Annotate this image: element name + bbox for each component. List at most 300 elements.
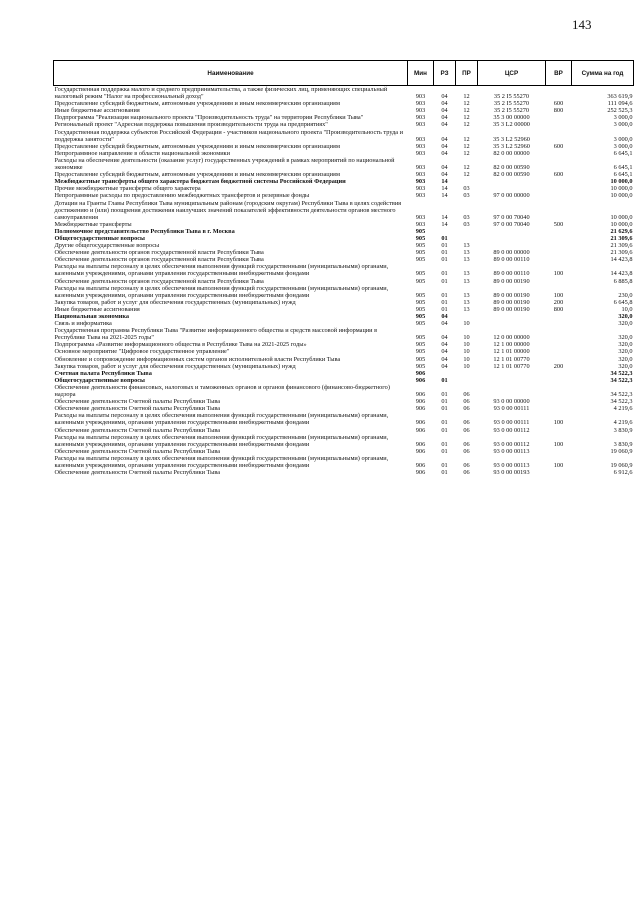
table-row: [54, 150, 634, 157]
table-row: [54, 356, 634, 363]
cell-csr: [478, 384, 546, 398]
cell-min: 906: [415, 369, 426, 377]
cell-name: Обеспечение деятельности Счетной палаты Республики Тыва: [54, 469, 221, 477]
cell-min: 905: [415, 256, 426, 264]
cell-name: Непрограммные расходы по предоставлению межбюджетных трансфертов и резервные фонды: [54, 192, 310, 200]
cell-sum: 230,0: [618, 291, 633, 299]
cell-sum: 3 000,0: [613, 135, 633, 143]
cell-name: Предоставление субсидий бюджетным, автономным учреждениям и иным некоммерческим организациям: [54, 171, 340, 179]
cell-name: Межбюджетные трансферты общего характера бюджетам бюджетной системы Российской Федерации: [54, 178, 346, 186]
cell-sum: 320,0: [618, 334, 633, 342]
cell-pr: 12: [463, 142, 470, 150]
cell-rz: 04: [441, 135, 448, 143]
table-row: [54, 278, 634, 285]
cell-name: Обеспечение деятельности Счетной палаты Республики Тыва: [54, 426, 221, 434]
cell-name: Предоставление субсидий бюджетным, автономным учреждениям и иным некоммерческим организациям: [54, 142, 340, 150]
cell-csr: 82 0 00 00590: [493, 164, 530, 172]
cell-name: Расходы на выплаты персоналу в целях обеспечения выполнения функций государственными (муниципальными) органами, казенными учреждениями, органами управления государственными внебюджетными фондами: [54, 284, 389, 299]
cell-rz: [434, 228, 456, 235]
cell-rz: 04: [441, 107, 448, 115]
table-row: [54, 455, 634, 469]
cell-min: 906: [415, 469, 426, 477]
cell-vr: [546, 405, 572, 412]
cell-min: 906: [415, 461, 426, 469]
cell-rz: 04: [441, 114, 448, 122]
cell-min: 906: [415, 419, 426, 427]
table-row: [54, 249, 634, 256]
cell-csr: 93 0 00 00113: [493, 447, 530, 455]
cell-pr: 03: [463, 192, 470, 200]
cell-name: Государственная поддержка субъектов Российской Федерации - участников национального проекта "Производительность труда и поддержка занятости": [54, 128, 404, 143]
cell-sum: 10 000,0: [610, 213, 633, 221]
cell-pr: 06: [463, 469, 470, 477]
cell-sum: 34 522,3: [610, 369, 633, 377]
cell-min: 905: [415, 291, 426, 299]
cell-sum: 14 423,8: [610, 256, 633, 264]
cell-vr: [546, 313, 572, 320]
cell-vr: [546, 448, 572, 455]
cell-rz: 01: [441, 469, 448, 477]
cell-vr: [546, 256, 572, 263]
cell-pr: 12: [463, 171, 470, 179]
cell-name: Общегосударственные вопросы: [54, 376, 145, 384]
cell-vr: [546, 327, 572, 341]
cell-min: 903: [415, 100, 426, 108]
cell-name: Обеспечение деятельности Счетной палаты Республики Тыва: [54, 398, 221, 406]
cell-rz: 04: [441, 320, 448, 328]
table-row: [54, 171, 634, 178]
cell-vr: [546, 469, 572, 476]
cell-name: Предоставление субсидий бюджетным, автономным учреждениям и иным некоммерческим организациям: [54, 100, 340, 108]
cell-pr: 12: [463, 114, 470, 122]
cell-vr: [546, 278, 572, 285]
cell-min: 905: [415, 234, 426, 242]
cell-pr: 13: [463, 305, 470, 313]
cell-csr: 35 3 L2 00000: [493, 121, 530, 129]
cell-sum: 34 522,3: [610, 391, 633, 399]
cell-rz: 01: [441, 405, 448, 413]
cell-vr: 200: [553, 362, 564, 370]
cell-name: Дотации на Гранты Главы Республики Тыва муниципальным районам (городским округам) Республики Тыва в целях содействия достижению и (или) поощрения достижения наилучших значений показателей эффективности деятельности органов местного самоуправления: [54, 199, 402, 221]
cell-pr: 10: [463, 334, 470, 342]
cell-sum: 19 060,9: [610, 447, 633, 455]
cell-name: Государственная программа Республики Тыва "Развитие информационного общества и средств массовой информации в Республике Тыва на 2021-2025 годы": [54, 327, 378, 342]
cell-csr: [478, 313, 546, 320]
table-row: [54, 114, 634, 121]
table-row: [54, 427, 634, 434]
cell-rz: 04: [441, 149, 448, 157]
table-row: [54, 448, 634, 455]
cell-csr: 93 0 00 00193: [493, 469, 530, 477]
cell-vr: 100: [553, 461, 564, 469]
cell-min: 905: [415, 348, 426, 356]
cell-csr: 35 2 I5 55270: [493, 93, 530, 101]
cell-csr: [478, 242, 546, 249]
cell-min: 906: [415, 376, 426, 384]
table-row: [54, 320, 634, 327]
cell-rz: 04: [441, 341, 448, 349]
header-min: Мин: [408, 61, 434, 86]
cell-rz: 01: [441, 419, 448, 427]
cell-min: 903: [415, 185, 426, 193]
header-rz: РЗ: [434, 61, 456, 86]
table-row: [54, 348, 634, 355]
cell-csr: 12 1 01 00770: [493, 362, 530, 370]
cell-min: 905: [415, 277, 426, 285]
cell-pr: 06: [463, 447, 470, 455]
cell-csr: 93 0 00 00113: [493, 461, 530, 469]
cell-csr: 82 0 00 00590: [493, 171, 530, 179]
cell-pr: 03: [463, 213, 470, 221]
cell-vr: [546, 341, 572, 348]
table-row: [54, 263, 634, 277]
cell-rz: [434, 370, 456, 377]
cell-vr: 600: [553, 142, 564, 150]
cell-csr: 89 0 00 00190: [493, 298, 530, 306]
cell-sum: 10 000,0: [610, 185, 633, 193]
cell-sum: 21 309,6: [610, 234, 633, 242]
cell-rz: 04: [441, 164, 448, 172]
cell-rz: 04: [441, 355, 448, 363]
cell-sum: 6 885,8: [613, 277, 633, 285]
cell-rz: 01: [441, 391, 448, 399]
cell-vr: [546, 356, 572, 363]
header-name: Наименование: [54, 61, 408, 86]
cell-pr: [456, 228, 478, 235]
cell-rz: 14: [441, 185, 448, 193]
cell-pr: [456, 235, 478, 242]
cell-pr: 13: [463, 277, 470, 285]
cell-name: Закупка товаров, работ и услуг для обеспечения государственных (муниципальных) нужд: [54, 298, 296, 306]
cell-sum: 3 830,9: [613, 440, 633, 448]
cell-vr: 600: [553, 100, 564, 108]
cell-pr: 06: [463, 405, 470, 413]
cell-name: Общегосударственные вопросы: [54, 234, 145, 242]
cell-csr: 89 0 00 00110: [493, 270, 530, 278]
table-row: [54, 313, 634, 320]
cell-name: Обеспечение деятельности Счетной палаты Республики Тыва: [54, 405, 221, 413]
cell-sum: 320,0: [618, 341, 633, 349]
cell-sum: 10 000,0: [610, 192, 633, 200]
cell-min: 906: [415, 447, 426, 455]
table-row: [54, 121, 634, 128]
table-row: [54, 256, 634, 263]
cell-pr: 06: [463, 426, 470, 434]
table-row: [54, 129, 634, 143]
cell-sum: 6 645,1: [613, 171, 633, 179]
cell-min: 905: [415, 341, 426, 349]
cell-min: 905: [415, 362, 426, 370]
cell-sum: 21 309,6: [610, 242, 633, 250]
cell-name: Обеспечение деятельности органов государственной власти Республики Тыва: [54, 249, 264, 257]
cell-pr: 10: [463, 320, 470, 328]
table-body: [54, 86, 634, 477]
cell-pr: 10: [463, 362, 470, 370]
cell-sum: 6 645,1: [613, 149, 633, 157]
cell-rz: 01: [441, 461, 448, 469]
cell-vr: [546, 178, 572, 185]
table-row: [54, 384, 634, 398]
cell-sum: 14 423,8: [610, 270, 633, 278]
table-row: [54, 143, 634, 150]
cell-pr: 06: [463, 398, 470, 406]
cell-name: Связь и информатика: [54, 320, 112, 328]
cell-vr: [546, 114, 572, 121]
cell-vr: 100: [553, 270, 564, 278]
cell-csr: 89 0 00 00110: [493, 256, 530, 264]
table-row: [54, 412, 634, 426]
cell-vr: [546, 398, 572, 405]
cell-vr: [546, 348, 572, 355]
cell-sum: 21 309,6: [610, 249, 633, 257]
cell-csr: 93 0 00 00112: [493, 426, 530, 434]
cell-rz: 04: [441, 121, 448, 129]
cell-vr: 500: [553, 220, 564, 228]
cell-name: Расходы на выплаты персоналу в целях обеспечения выполнения функций государственными (муниципальными) органами, казенными учреждениями, органами управления государственными внебюджетными фондами: [54, 433, 389, 448]
cell-vr: [546, 427, 572, 434]
cell-pr: 06: [463, 419, 470, 427]
cell-sum: 3 000,0: [613, 142, 633, 150]
cell-pr: 06: [463, 391, 470, 399]
cell-sum: 6 645,1: [613, 164, 633, 172]
cell-rz: 14: [441, 213, 448, 221]
cell-name: Основное мероприятие "Цифровое государственное управление": [54, 348, 230, 356]
cell-min: 903: [415, 142, 426, 150]
cell-min: 905: [415, 298, 426, 306]
cell-pr: 10: [463, 348, 470, 356]
cell-name: Обновление и сопровождение информационных систем органов исполнительной власти Республики Тыва: [54, 355, 341, 363]
cell-rz: 01: [441, 291, 448, 299]
cell-csr: 12 1 00 00000: [493, 341, 530, 349]
cell-pr: 12: [463, 107, 470, 115]
header-sum: Сумма на год: [572, 61, 634, 86]
cell-name: Обеспечение деятельности Счетной палаты Республики Тыва: [54, 447, 221, 455]
table-row: [54, 86, 634, 101]
cell-vr: [546, 377, 572, 384]
table-row: [54, 157, 634, 171]
cell-rz: 04: [441, 100, 448, 108]
cell-min: 905: [415, 270, 426, 278]
cell-name: Расходы на выплаты персоналу в целях обеспечения выполнения функций государственными (муниципальными) органами, казенными учреждениями, органами управления государственными внебюджетными фондами: [54, 454, 389, 469]
cell-rz: 01: [441, 249, 448, 257]
cell-min: 903: [415, 171, 426, 179]
cell-sum: 10,0: [621, 305, 633, 313]
cell-name: Подпрограмма «Развитие информационного общества в Республике Тыва на 2021-2025 годы»: [54, 341, 307, 349]
cell-pr: 13: [463, 242, 470, 250]
cell-name: Полномочное представительство Республики Тыва в г. Москва: [54, 227, 235, 235]
cell-name: Непрограммное направление в области национальной экономики: [54, 149, 230, 157]
cell-sum: 10 000,0: [610, 220, 633, 228]
cell-pr: 12: [463, 93, 470, 101]
page-number: 143: [572, 17, 592, 32]
cell-rz: 14: [441, 220, 448, 228]
cell-csr: 97 0 00 00000: [493, 192, 530, 200]
cell-vr: [546, 242, 572, 249]
table-row: [54, 469, 634, 476]
cell-csr: 97 0 00 70040: [493, 213, 530, 221]
cell-min: 903: [415, 114, 426, 122]
cell-sum: 363 619,9: [607, 93, 633, 101]
cell-sum: 4 219,6: [613, 419, 633, 427]
cell-min: 903: [415, 135, 426, 143]
cell-pr: 13: [463, 256, 470, 264]
cell-vr: 100: [553, 440, 564, 448]
cell-min: 903: [415, 107, 426, 115]
cell-min: 906: [415, 426, 426, 434]
cell-vr: [546, 192, 572, 199]
cell-min: 905: [415, 227, 426, 235]
cell-csr: 89 0 00 00190: [493, 291, 530, 299]
cell-min: 906: [415, 440, 426, 448]
cell-sum: 6 912,6: [613, 469, 633, 477]
cell-csr: [478, 185, 546, 192]
cell-min: 903: [415, 178, 426, 186]
cell-min: 903: [415, 213, 426, 221]
cell-rz: 01: [441, 277, 448, 285]
cell-pr: 12: [463, 149, 470, 157]
cell-pr: 12: [463, 164, 470, 172]
cell-sum: 19 060,9: [610, 461, 633, 469]
cell-sum: 34 522,3: [610, 376, 633, 384]
table-row: [54, 377, 634, 384]
cell-csr: 12 1 01 00770: [493, 355, 530, 363]
cell-vr: [546, 185, 572, 192]
cell-pr: 13: [463, 249, 470, 257]
cell-pr: 10: [463, 355, 470, 363]
header-vr: ВР: [546, 61, 572, 86]
cell-vr: 800: [553, 107, 564, 115]
table-row: [54, 370, 634, 377]
cell-pr: 13: [463, 270, 470, 278]
cell-vr: [546, 157, 572, 171]
cell-sum: 3 000,0: [613, 114, 633, 122]
cell-vr: [546, 150, 572, 157]
table-row: [54, 228, 634, 235]
cell-csr: 35 2 I5 55270: [493, 107, 530, 115]
cell-sum: 252 525,3: [607, 107, 633, 115]
cell-min: 903: [415, 121, 426, 129]
cell-min: 905: [415, 242, 426, 250]
cell-csr: [478, 370, 546, 377]
cell-vr: [546, 200, 572, 221]
cell-name: Расходы на выплаты персоналу в целях обеспечения выполнения функций государственными (муниципальными) органами, казенными учреждениями, органами управления государственными внебюджетными фондами: [54, 263, 389, 278]
table-row: [54, 306, 634, 313]
cell-min: 905: [415, 305, 426, 313]
cell-csr: 93 0 00 00111: [493, 405, 530, 413]
cell-csr: 35 3 L2 52960: [493, 135, 530, 143]
cell-name: Иные бюджетные ассигнования: [54, 305, 140, 313]
cell-pr: [456, 370, 478, 377]
cell-vr: 600: [553, 171, 564, 179]
table-row: [54, 405, 634, 412]
table-row: [54, 107, 634, 114]
cell-vr: [546, 320, 572, 327]
cell-name: Региональный проект "Адресная поддержка повышения производительности труда на предприятиях": [54, 121, 328, 129]
cell-sum: 320,0: [618, 313, 633, 320]
cell-name: Обеспечение деятельности финансовых, налоговых и таможенных органов и органов финансового (финансово-бюджетного) надзора: [54, 383, 390, 399]
cell-pr: [456, 178, 478, 185]
table-row: [54, 434, 634, 448]
cell-csr: 97 0 00 70040: [493, 220, 530, 228]
cell-rz: 01: [441, 305, 448, 313]
cell-rz: 14: [441, 192, 448, 200]
cell-vr: 800: [553, 305, 564, 313]
cell-sum: 10 000,0: [610, 178, 633, 186]
cell-vr: [546, 384, 572, 398]
cell-min: 903: [415, 149, 426, 157]
cell-csr: 89 0 00 00000: [493, 249, 530, 257]
cell-csr: 35 2 I5 55270: [493, 100, 530, 108]
cell-csr: 89 0 00 00190: [493, 277, 530, 285]
cell-sum: 3 830,9: [613, 426, 633, 434]
cell-vr: [546, 129, 572, 143]
table-row: [54, 299, 634, 306]
cell-min: 905: [415, 355, 426, 363]
cell-name: Счетная палата Республики Тыва: [54, 369, 152, 377]
cell-rz: 04: [441, 348, 448, 356]
cell-csr: 82 0 00 00000: [493, 149, 530, 157]
cell-name: Подпрограмма "Реализация национального проекта "Производительность труда" на территории Республики Тыва": [54, 114, 364, 122]
cell-rz: 04: [441, 93, 448, 101]
cell-min: 905: [415, 313, 426, 320]
cell-pr: 03: [463, 220, 470, 228]
cell-vr: [546, 86, 572, 101]
table-row: [54, 242, 634, 249]
cell-name: Национальная экономика: [54, 313, 130, 320]
cell-pr: 13: [463, 291, 470, 299]
cell-rz: 01: [441, 447, 448, 455]
cell-sum: 34 522,3: [610, 398, 633, 406]
table-row: [54, 221, 634, 228]
cell-rz: 04: [441, 334, 448, 342]
cell-name: Расходы на выплаты персоналу в целях обеспечения выполнения функций государственными (муниципальными) органами, казенными учреждениями, органами управления государственными внебюджетными фондами: [54, 412, 389, 427]
table-header-row: [54, 61, 634, 86]
cell-csr: [478, 320, 546, 327]
cell-rz: 04: [441, 171, 448, 179]
cell-vr: 100: [553, 291, 564, 299]
cell-sum: 3 000,0: [613, 121, 633, 129]
cell-csr: 12 0 00 00000: [493, 334, 530, 342]
table-row: [54, 192, 634, 199]
table-row: [54, 185, 634, 192]
cell-rz: 01: [441, 298, 448, 306]
cell-pr: [456, 313, 478, 320]
cell-pr: 12: [463, 135, 470, 143]
cell-csr: 12 1 01 00000: [493, 348, 530, 356]
cell-name: Государственная поддержка малого и среднего предпринимательства, а также физических лиц, применяющих специальный налоговый режим "Налог на профессиональный доход": [54, 86, 388, 101]
cell-sum: 320,0: [618, 348, 633, 356]
cell-pr: 12: [463, 100, 470, 108]
cell-rz: 01: [441, 398, 448, 406]
cell-rz: 01: [441, 234, 448, 242]
cell-name: Расходы на обеспечение деятельности (оказание услуг) государственных учреждений в рамках мероприятий по национальной экономике: [54, 156, 395, 172]
cell-rz: 04: [441, 313, 448, 320]
cell-rz: 01: [441, 376, 448, 384]
cell-rz: 01: [441, 242, 448, 250]
cell-min: 906: [415, 391, 426, 399]
cell-sum: 320,0: [618, 355, 633, 363]
header-pr: ПР: [456, 61, 478, 86]
table-row: [54, 363, 634, 370]
cell-min: 905: [415, 334, 426, 342]
cell-name: Закупка товаров, работ и услуг для обеспечения государственных (муниципальных) нужд: [54, 362, 296, 370]
cell-min: 903: [415, 220, 426, 228]
cell-csr: 93 0 00 00111: [493, 419, 530, 427]
cell-csr: 93 0 00 00112: [493, 440, 530, 448]
cell-min: 906: [415, 398, 426, 406]
cell-sum: 21 629,6: [610, 227, 633, 235]
cell-vr: 100: [553, 419, 564, 427]
